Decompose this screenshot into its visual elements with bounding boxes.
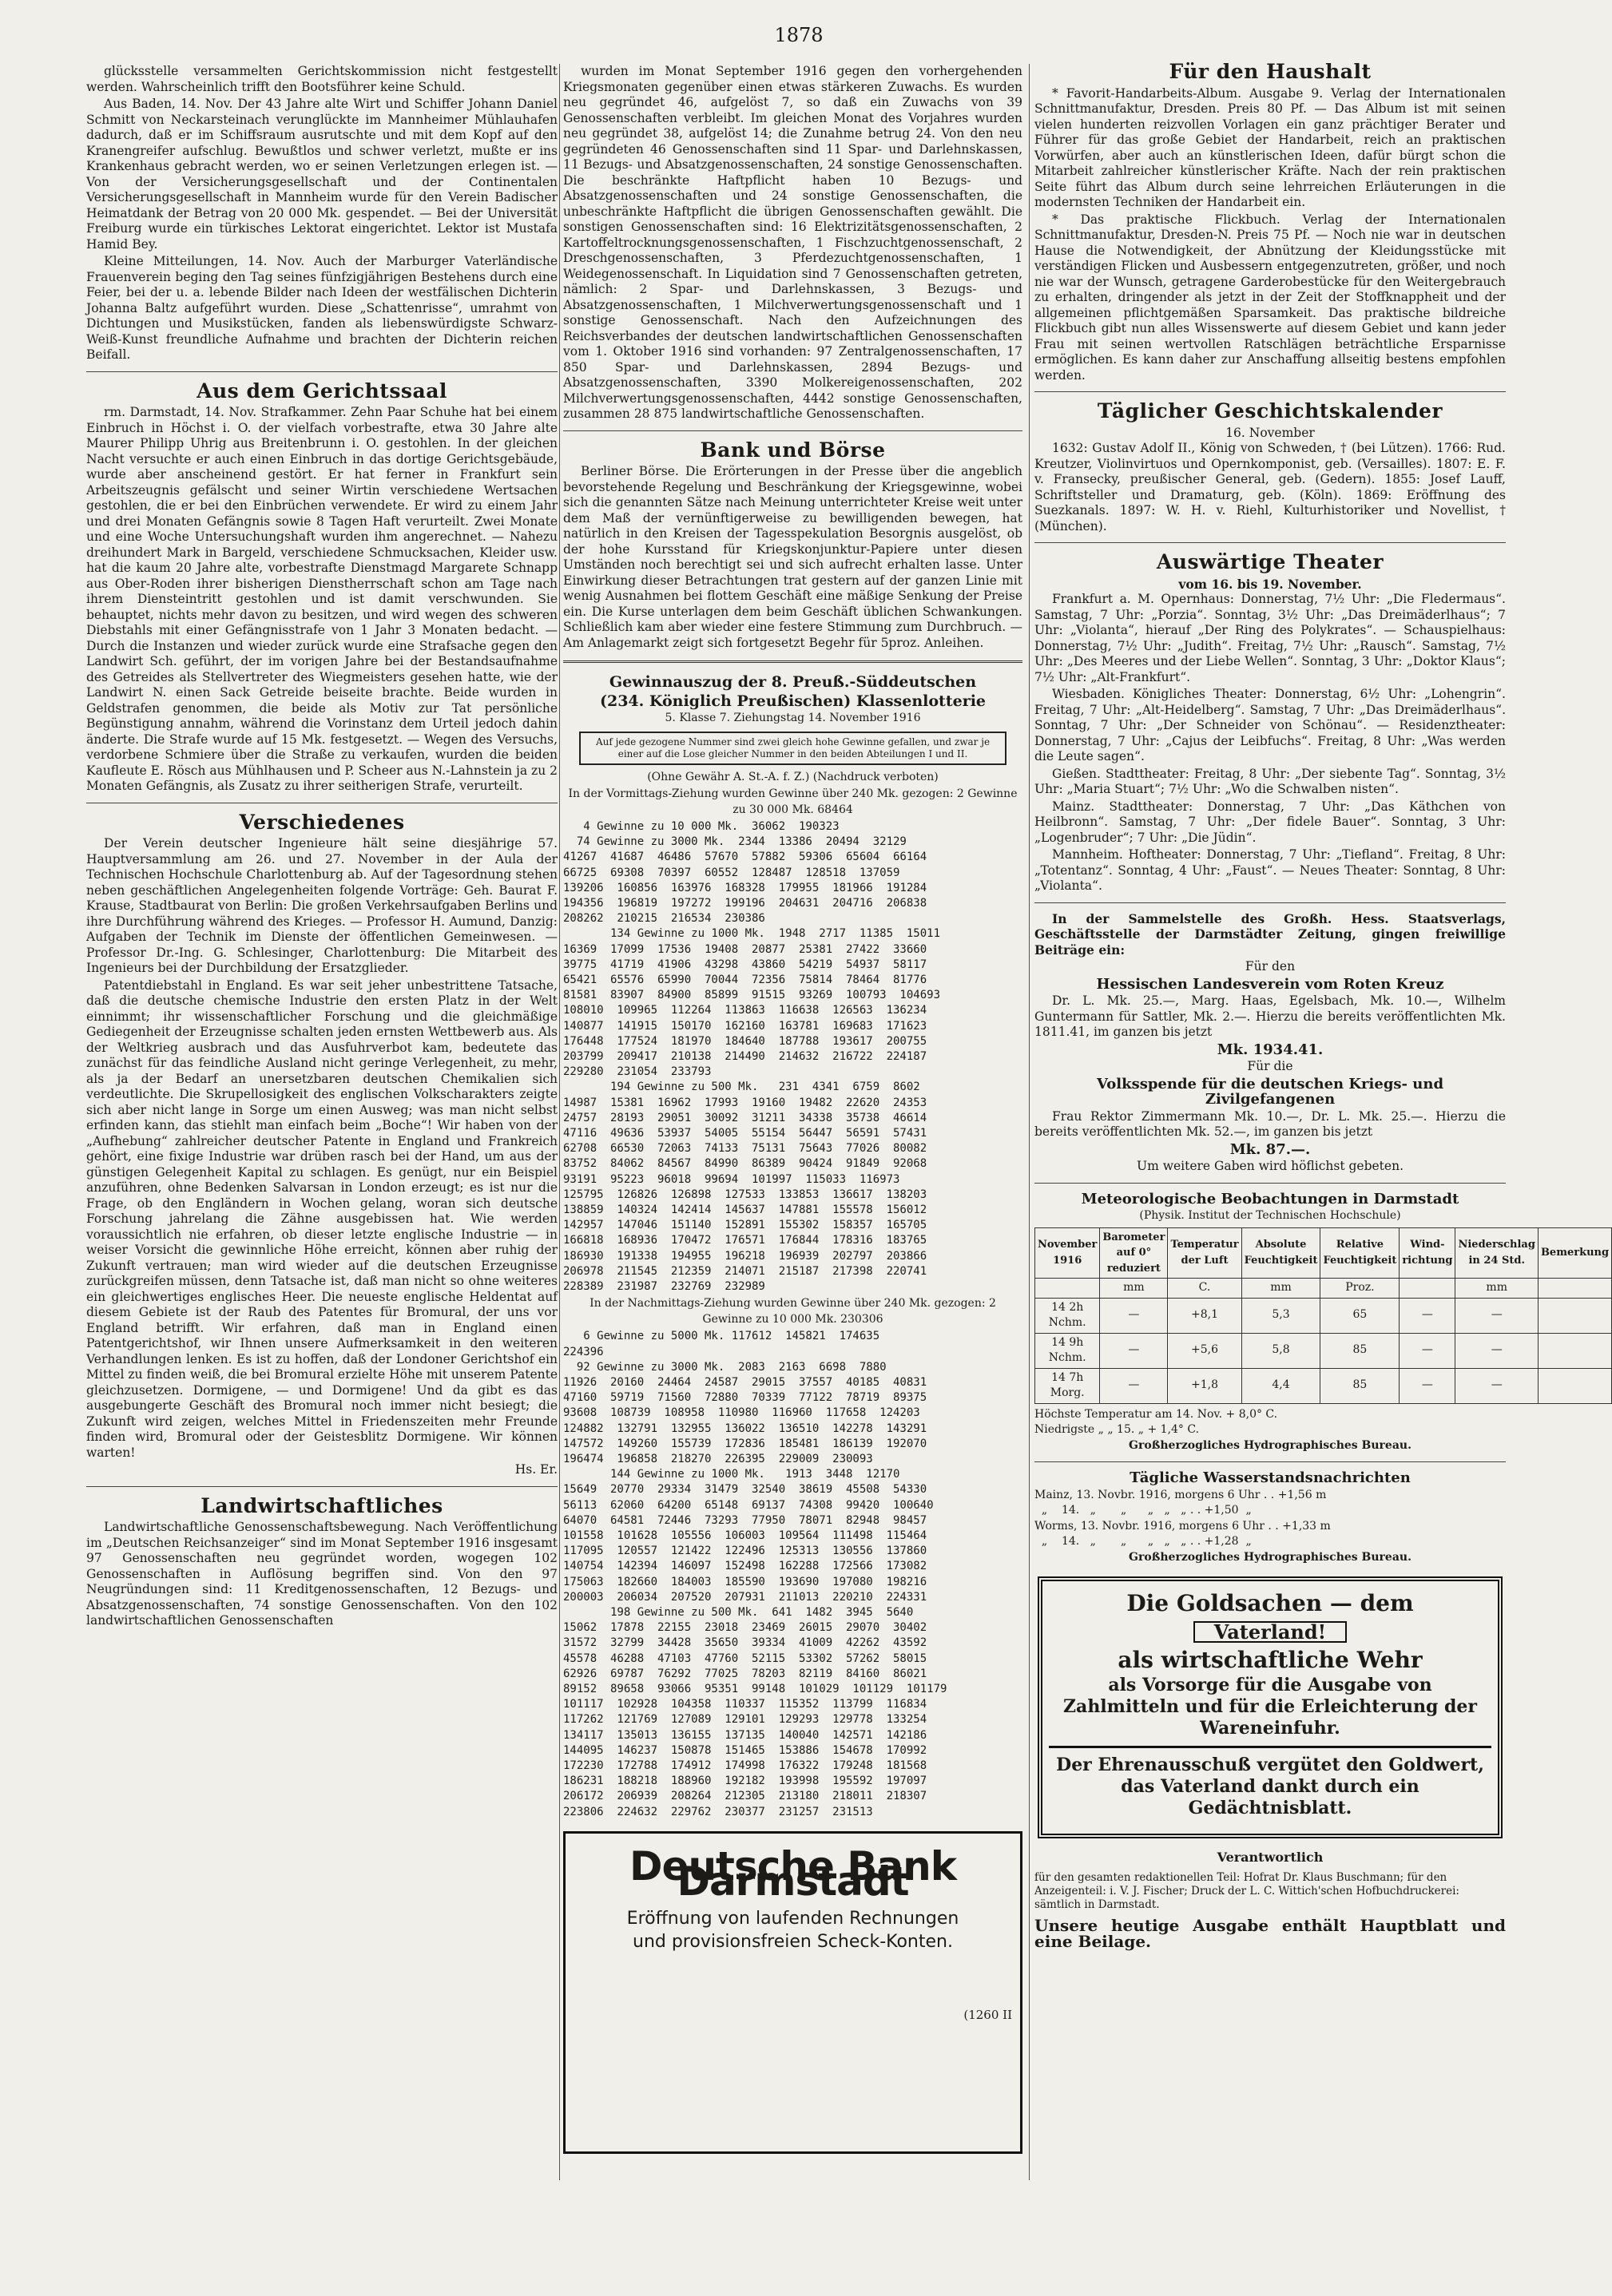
lottery-number-row: 175063 182660 184003 185590 193690 197080 198216 [563, 1575, 927, 1588]
article-text: Gießen. Stadttheater: Freitag, 8 Uhr: „Der siebente Tag“. Sonntag, 3½ Uhr: „Maria Stuart“; 7½ Uhr: „Wo die Schwalben nisten“. [1034, 766, 1506, 796]
gold-ad-headline: als wirtschaftliche Wehr [1118, 1647, 1423, 1673]
article-text: glücksstelle versammelten Gerichtskommission nicht festgestellt werden. Wahrscheinlich trifft den Bootsführer keine Schuld. [86, 64, 558, 94]
weather-min: Niedrigste „ „ 15. „ + 1,4° C. [1034, 1423, 1200, 1436]
weather-unit-cell: mm [1241, 1279, 1320, 1299]
lottery-note: (Ohne Gewähr A. St.-A. f. Z.) (Nachdruck verboten) [647, 770, 939, 783]
lottery-number-row: 206172 206939 208264 212305 213180 218011 218307 [563, 1790, 927, 1803]
edition-note: Unsere heutige Ausgabe enthält Hauptblatt und eine Beilage. [1034, 1916, 1506, 1951]
water-reading-row: „ 14. „ „ „ „ „ . . +1,28 „ [1034, 1535, 1252, 1548]
lottery-number-row: 47116 49636 53937 54005 55154 56447 56591 57431 [563, 1127, 927, 1140]
bank-ad-line: Eröffnung von laufenden Rechnungen [626, 1908, 959, 1929]
lottery-number-row: 81581 83907 84900 85899 91515 93269 100793 104693 [563, 989, 941, 1002]
article-text: Patentdiebstahl in England. Es war seit jeher unbestrittene Tatsache, daß die deutsche chemische Industrie den ersten Platz in der Welt einnimmt; ihr wissenschaftlicher Forschung und die gleichmäßige Gediegenheit der Erzeugnisse schalten jeden ernsten Wettbewerb aus. Als der Weltkrieg ausbrach und das Ausfuhrverbot kam, bedeutete das zunächst für das feindliche Ausland nicht geringe Verlegenheit, zu mehr, als ja der Bedarf an unersetzbaren deutschen Chemikalien sich verdeutlichte. Die Skrupellosigkeit des englischen Volkscharakters zeigte sich aber nicht lange in Sorge um einen Ausweg; was man nicht selbst erfinden kann, das stiehlt man einfach beim „Boche“! Wir haben von der „Aufhebung“ zahlreicher deutscher Patente in England und Frankreich gehört, eine fixige Industrie war drüben rasch bei der Hand, um aus der günstigen Gelegenheit Kapital zu schlagen. Es genügt, nur ein Beispiel anzuführen, ohne Bedenken Salvarsan in London erzeugt; es ist nur die Frage, ob den Engländern in Wochen gelang, woran sich deutsche Forschung jahrelang die Zähne ausgebissen hat. Wie werden voraussichtlich nie erfahren, ob dieser letzte englische Industrie — in weiser Vorsicht die gewinnliche Höhe erreicht, können aber ruhig der Zukunft vertrauen; man wird wieder auf die deutschen Erzeugnisse zurückgreifen müssen, denn Tatsache ist, daß man nicht so ohne weiteres ein gleichwertiges englisches Heer. Die neueste englische Heldentat auf diesem Gebiete ist der Raub des Patentes für Bromural, der uns vor England betrifft. Wir erfahren, daß man in England einen Patentgerichtshof, wir Ihnen unsere Aufmerksamkeit in den weiteren Verhandlungen lenken. Es ist zu hoffen, daß der Londoner Gerichtshof ein Mittel zu finden weiß, die bei Bromural erzielte Höhe mit unserem Patente gleichzusetzen. Dormigene, — und Dormigene! Und da gibt es das ausgebungerte Geschäft des Bromural noch immer nicht besiegt; die Zukunft wird zeigen, welches Mittel in Friedenszeiten mehr Freunde finden wird, Bromural oder der Geistesblitz Dormigene. Wir können warten! [86, 977, 558, 1460]
section-title-kalender: Täglicher Geschichtskalender [1097, 399, 1443, 422]
weather-cell: 85 [1320, 1333, 1400, 1368]
weather-unit-cell: Proz. [1320, 1279, 1400, 1299]
weather-cell: 4,4 [1241, 1368, 1320, 1403]
section-title-landwirtschaft: Landwirtschaftliches [201, 1493, 443, 1517]
gold-ad-box: Vaterland! [1193, 1621, 1347, 1644]
article-text: Aus Baden, 14. Nov. Der 43 Jahre alte Wirt und Schiffer Johann Daniel Schmitt von Neckarsteinach verunglückte im Mannheimer Mühlauhafen dadurch, daß er im Schiffsraum ausrutschte und mit dem Kopf auf den Kranengreifer aufschlug. Bewußtlos und schwer verletzt, mußte er ins Krankenhaus gebracht werden, wo er seinen Verletzungen erlegen ist. — Von der Versicherungsgesellschaft und der Continentalen Versicherungsgesellschaft in Mannheim wurde für den Verein Badischer Heimatdank der Betrag von 20 000 Mk. gespendet. — Bei der Universität Freiburg wurde ein türkisches Lektorat eingerichtet. Lektor ist Mustafa Hamid Bey. [86, 97, 558, 252]
page-number: 1878 [774, 24, 824, 46]
signature: Hs. Er. [514, 1462, 558, 1477]
article-text: Frankfurt a. M. Opernhaus: Donnerstag, 7½ Uhr: „Die Fledermaus“. Samstag, 7 Uhr: „Porzia“. Sonntag, 3½ Uhr: „Das Dreimäderlhaus“; 7 Uhr: „Violanta“, hierauf „Der Ring des Polykrates“. — Schauspielhaus: Donnerstag, 7½ Uhr: „Judith“. Freitag, 7½ Uhr: „Rausch“. Samstag, 7½ Uhr: „Des Meeres und der Liebe Wellen“. Sonntag, 3 Uhr: „Doktor Klaus“; 7½ Uhr: „Alt-Frankfurt“. [1034, 592, 1506, 684]
lottery-date: 5. Klasse 7. Ziehungstag 14. November 1916 [665, 712, 921, 724]
lottery-number-row: 142957 147046 151140 152891 155302 158357 165705 [563, 1219, 927, 1232]
lottery-number-row: 62926 69787 76292 77025 78203 82119 84160 86021 [563, 1667, 927, 1680]
lottery-number-row: 223806 224632 229762 230377 231257 231513 [563, 1805, 873, 1818]
lottery-number-row: 208262 210215 216534 230386 [563, 912, 765, 926]
lottery-number-row: 24757 28193 29051 30092 31211 34338 35738 46614 [563, 1111, 927, 1124]
calendar-date: 16. November [1225, 425, 1315, 440]
weather-cell: — [1455, 1298, 1538, 1333]
weather-cell: — [1455, 1368, 1538, 1403]
lottery-number-row: 101117 102928 104358 110337 115352 113799 116834 [563, 1698, 927, 1711]
weather-cell: 65 [1320, 1298, 1400, 1333]
donation-sum: Mk. 1934.41. [1217, 1041, 1324, 1058]
section-title-gerichtssaal: Aus dem Gerichtssaal [197, 379, 447, 402]
bank-name: Deutsche Bank Darmstadt [629, 1842, 956, 1905]
lottery-number-row: 140877 141915 150170 162160 163781 169683 171623 [563, 1019, 927, 1033]
divider [1034, 542, 1506, 543]
weather-header-cell: Wind-richtung [1400, 1227, 1455, 1279]
lottery-number-row: 144 Gewinne zu 1000 Mk. 1913 3448 12170 [563, 1468, 900, 1481]
weather-cell: — [1400, 1333, 1455, 1368]
article-text: 1632: Gustav Adolf II., König von Schweden, † (bei Lützen). 1766: Rud. Kreutzer, Violinvirtuos und Opernkomponist, geb. (Versailles). 1807: E. F. v. Fransecky, preußischer General, geb. (Gedern). 1855: Josef Lauff, Schriftsteller und Dramaturg, geb. (Köln). 1869: Eröffnung des Suezkanals. 1897: W. H. v. Riehl, Kulturhistoriker und Novellist, † (München). [1034, 441, 1506, 533]
lottery-number-row: 31572 32799 34428 35650 39334 41009 42262 43592 [563, 1636, 927, 1650]
water-reading-row: Worms, 13. Novbr. 1916, morgens 6 Uhr . . +1,33 m [1034, 1519, 1331, 1533]
gold-ad-text: Der Ehrenausschuß vergütet den Goldwert, das Vaterland dankt durch ein Gedächtnisblatt. [1049, 1746, 1491, 1819]
donation-intro: In der Sammelstelle des Großh. Hess. Staatsverlags, Geschäftsstelle der Darmstädter Zeitung, gingen freiwillige Beiträge ein: [1034, 910, 1506, 958]
weather-cell: 5,8 [1241, 1333, 1320, 1368]
lottery-number-row: 139206 160856 163976 168328 179955 181966 191284 [563, 881, 927, 894]
article-text: wurden im Monat September 1916 gegen den vorhergehenden Kriegsmonaten gegenüber einen etwas stärkeren Zuwachs. Es wurden neu gegründet 46, aufgelöst 7, so daß ein Zuwachs von 39 Genossenschaften verbleibt. Im gleichen Monat des Vorjahres wurden neu gegründet 38, aufgelöst 14; die Zunahme betrug 24. Von den neu gegründeten 46 Genossenschaften sind 11 Spar- und Darlehnskassen, 11 Bezugs- und Absatzgenossenschaften, 24 sonstige Genossenschaften. Die beschränkte Haftpflicht haben 10 Bezugs- und Absatzgenossenschaften und 24 sonstige Genossenschaften, die unbeschränkte Haftpflicht die übrigen Genossenschaften gewählt. Die sonstigen Genossenschaften sind: 16 Elektrizitätsgenossenschaften, 2 Kartoffeltrocknungsgenossenschaften, 1 Fischzuchtgenossenschaft, 2 Dreschgenossenschaften, 3 Pferdezuchtgenossenschaften, 1 Weidegenossenschaft. In Liquidation sind 7 Genossenschaften getreten, nämlich: 2 Spar- und Darlehnskassen, 3 Bezugs- und Absatzgenossenschaften, 1 Milchverwertungsgenossenschaft und 1 sonstige Genossenschaft. Nach den Aufzeichnungen des Reichsverbandes der deutschen landwirtschaftlichen Genossenschaften vom 1. Oktober 1916 sind vorhanden: 97 Zentralgenossenschaften, 17 850 Spar- und Darlehnskassen, 2894 Bezugs- und Absatzgenossenschaften, 3390 Molkereigenossenschaften, 202 Milchverwertungsgenossenschaften, 4442 sonstige Genossenschaften, zusammen 28 875 landwirtschaftliche Genossenschaften. [563, 64, 1022, 421]
lottery-heading: Gewinnauszug der 8. Preuß.-Süddeutschen [609, 673, 977, 691]
lottery-notice: Auf jede gezogene Nummer sind zwei gleich hohe Gewinne gefallen, und zwar je einer auf die Lose gleicher Nummer in den beiden Abteilungen I und II. [579, 732, 1007, 765]
weather-cell: 85 [1320, 1368, 1400, 1403]
section-title-verschiedenes: Verschiedenes [239, 810, 405, 834]
lottery-afternoon-numbers [563, 1329, 1022, 1820]
donation-recipient: Volksspende für die deutschen Kriegs- und Zivilgefangenen [1096, 1075, 1444, 1108]
lottery-number-row: 117262 121769 127089 129101 129293 129778 133254 [563, 1713, 927, 1727]
lottery-number-row: 140754 142394 146097 152498 162288 172566 173082 [563, 1560, 927, 1573]
weather-cell [1538, 1298, 1611, 1333]
lottery-number-row: 134117 135013 136155 137135 140040 142571 142186 [563, 1728, 927, 1742]
weather-header-cell: November 1916 [1035, 1227, 1100, 1279]
lottery-number-row: 166818 168936 170472 176571 176844 178316 183765 [563, 1234, 927, 1247]
lottery-number-row: 41267 41687 46486 57670 57882 59306 65604 66164 [563, 851, 927, 864]
imprint-title: Verantwortlich [1217, 1849, 1324, 1865]
lottery-morning-heading: In der Vormittags-Ziehung wurden Gewinne über 240 Mk. gezogen: 2 Gewinne zu 30 000 Mk. 68464 [568, 787, 1018, 816]
lottery-number-row: 92 Gewinne zu 3000 Mk. 2083 2163 6698 7880 [563, 1360, 887, 1374]
column-rule-left [559, 64, 560, 2180]
lottery-number-row: 224396 [563, 1345, 604, 1358]
weather-unit-cell [1035, 1279, 1100, 1299]
donation-for: Für den [1245, 959, 1296, 974]
weather-unit-cell [1400, 1279, 1455, 1299]
article-text: Landwirtschaftliche Genossenschaftsbewegung. Nach Veröffentlichung im „Deutschen Reichsanzeiger“ sind im Monat September 1916 insgesamt 97 Genossenschaften neu gegründet worden, wogegen 102 Genossenschaften in Auflösung begriffen sind. Von den 97 Neugründungen sind: 11 Kreditgenossenschaften, 12 Bezugs- und Absatzgenossenschaften, 74 sonstige Genossenschaften. Von den 102 landwirtschaftlichen Genossenschaften [86, 1520, 558, 1628]
lottery-number-row: 56113 62060 64200 65148 69137 74308 99420 100640 [563, 1498, 934, 1512]
section-title-bank: Bank und Börse [700, 438, 886, 462]
lottery-number-row: 134 Gewinne zu 1000 Mk. 1948 2717 11385 15011 [563, 927, 941, 941]
article-text: Der Verein deutscher Ingenieure hält seine diesjährige 57. Hauptversammlung am 26. und 27. November in der Aula der Technischen Hochschule Charlottenburg ab. Auf der Tagesordnung stehen neben geschäftlichen Angelegenheiten folgende Vorträge: Geh. Baurat F. Krause, Stadtbaurat von Berlin: Die großen Verkehrsaufgaben Berlins und ihre Durchführung während des Krieges. — Professor H. Aumund, Danzig: Aufgaben der Technik im Dienste der öffentlichen Gemeinwesen. — Professor Dr.-Ing. G. Schlesinger, Charlottenburg: Die Mitarbeit des Ingenieurs bei der Durchbildung der Ersatzglieder. [86, 836, 558, 975]
lottery-number-row: 101558 101628 105556 106003 109564 111498 115464 [563, 1529, 927, 1542]
article-text: Kleine Mitteilungen, 14. Nov. Auch der Marburger Vaterländische Frauenverein beging den Tag seines fünfzigjährigen Bestehens durch eine Feier, bei der u. a. lebende Bilder nach Ideen der westfälischen Dichterin Johanna Baltz aufgeführt wurden. Diese „Schattenrisse“, umrahmt von Dichtungen und Musikstücken, fanden als liebenswürdigste Schwarz-Weiß-Kunst freundliche Aufnahme und brachten der Dichterin reichen Beifall. [86, 254, 558, 362]
donation-sum: Mk. 87.—. [1229, 1140, 1311, 1158]
weather-cell: 5,3 [1241, 1298, 1320, 1333]
lottery-number-row: 15649 20770 29334 31479 32540 38619 45508 54330 [563, 1483, 927, 1497]
weather-cell [1538, 1333, 1611, 1368]
lottery-number-row: 16369 17099 17536 19408 20877 25381 27422 33660 [563, 942, 927, 956]
lottery-number-row: 125795 126826 126898 127533 133853 136617 138203 [563, 1188, 927, 1201]
weather-cell: 14 2h Nchm. [1035, 1298, 1100, 1333]
article-text: Mannheim. Hoftheater: Donnerstag, 7 Uhr: „Tiefland“. Freitag, 8 Uhr: „Totentanz“. Sonntag, 4 Uhr: „Faust“. — Neues Theater: Sonntag, 8 Uhr: „Violanta“. [1034, 847, 1506, 893]
lottery-number-row: 138859 140324 142414 145637 147881 155578 156012 [563, 1204, 927, 1217]
lottery-heading-2: (234. Königlich Preußischen) Klassenlotterie [599, 692, 987, 710]
lottery-number-row: 39775 41719 41906 43298 43860 54219 54937 58117 [563, 958, 927, 971]
lottery-number-row: 108010 109965 112264 113863 116638 126563 136234 [563, 1004, 927, 1017]
water-bureau: Großherzogliches Hydrographisches Bureau. [1129, 1550, 1411, 1564]
lottery-number-row: 93191 95223 96018 99694 101997 115033 116973 [563, 1172, 900, 1186]
lottery-number-row: 147572 149260 155739 172836 185481 186139 192070 [563, 1437, 927, 1450]
donation-recipient: Hessischen Landesverein vom Roten Kreuz [1096, 975, 1444, 993]
weather-unit-cell: C. [1168, 1279, 1241, 1299]
lottery-number-row: 186231 188218 188960 192182 193998 195592 197097 [563, 1775, 927, 1788]
lottery-number-row: 194 Gewinne zu 500 Mk. 231 4341 6759 8602 [563, 1081, 920, 1094]
lottery-number-row: 14987 15381 16962 17993 19160 19482 22620 24353 [563, 1096, 927, 1109]
weather-header-cell: Temperatur der Luft [1168, 1227, 1241, 1279]
weather-cell: — [1455, 1333, 1538, 1368]
weather-cell: 14 7h Morg. [1035, 1368, 1100, 1403]
divider [1034, 1461, 1506, 1462]
article-text: * Das praktische Flickbuch. Verlag der Internationalen Schnittmanufaktur, Dresden-N. Preis 75 Pf. — Noch nie war in deutschen Hause die Notwendigkeit, der Abnützung der Kleidungsstücke mit verständigen Flicken und Ausbessern entgegenzutreten, größer, und noch nie war der Wunsch, getragene Garderobestücke für den Weitergebrauch zu erhalten, dringender als jetzt in der Zeit der Stoffknappheit und der allgemeinen pflichtgemäßen Sparsamkeit. Das praktische bildreiche Flickbuch gibt nun alles Wissenswerte auf diesem Gebiet und kann jeder Frau mit seinen wertvollen Ratschlägen beträchtliche Ersparnisse ermöglichen. Es kann daher zur Anschaffung allseitig bestens empfohlen werden. [1034, 212, 1506, 383]
lottery-number-row: 6 Gewinne zu 5000 Mk. 117612 145821 174635 [563, 1330, 880, 1343]
lottery-number-row: 4 Gewinne zu 10 000 Mk. 36062 190323 [563, 820, 840, 833]
column-right [1034, 60, 1610, 2180]
weather-cell: +8,1 [1168, 1298, 1241, 1333]
column-left [86, 64, 558, 2180]
divider [563, 660, 1022, 663]
weather-subtitle: (Physik. Institut der Technischen Hochschule) [1139, 1209, 1401, 1222]
bank-advertisement [563, 1831, 1022, 2154]
weather-unit-cell: mm [1455, 1279, 1538, 1299]
weather-row [1035, 1298, 1612, 1333]
divider [563, 430, 1022, 431]
lottery-number-row: 194356 196819 197272 199196 204631 204716 206838 [563, 897, 927, 910]
article-text: Berliner Börse. Die Erörterungen in der Presse über die angeblich bevorstehende Regelung und Beschränkung der Kriegsgewinne, wobei sich die genannten Sätze nach Meinung unterrichteter Kreise weit unter dem Maß der vernünftigerweise zu bewilligenden bewegen, hat natürlich in den Kreisen der Tagesspekulation Besorgnis ausgelöst, ob der hohe Kursstand für Kriegskonjunktur-Papiere unter diesen Umständen noch berechtigt sei und sich aufrecht erhalten lasse. Unter Einwirkung dieser Betrachtungen trat gestern auf der ganzen Linie mit wenig Ausnahmen bei flottem Geschäft eine mäßige Senkung der Preise ein. Die Kurse unterlagen dem beim Geschäft üblichen Schwankungen. Schließlich kam aber wieder eine festere Stimmung zum Durchbruch. — Am Anlagemarkt zeigt sich fortgesetzt Begehr für 5proz. Anleihen. [563, 464, 1022, 650]
column-rule-right [1029, 64, 1030, 2180]
weather-header-cell: Niederschlag in 24 Std. [1455, 1227, 1538, 1279]
donation-request: Um weitere Gaben wird höflichst gebeten. [1137, 1159, 1404, 1173]
lottery-number-row: 47160 59719 71560 72880 70339 77122 78719 89375 [563, 1391, 927, 1405]
weather-header-cell: Bemerkung [1538, 1227, 1611, 1279]
lottery-number-row: 206978 211545 212359 214071 215187 217398 220741 [563, 1264, 927, 1278]
lottery-number-row: 124882 132791 132955 136022 136510 142278 143291 [563, 1422, 927, 1435]
lottery-number-row: 83752 84062 84567 84990 86389 90424 91849 92068 [563, 1157, 927, 1171]
weather-cell: — [1400, 1368, 1455, 1403]
section-title-theater: Auswärtige Theater [1156, 550, 1384, 573]
lottery-number-row: 200003 206034 207520 207931 211013 220210 224331 [563, 1590, 927, 1604]
section-title-haushalt: Für den Haushalt [1169, 60, 1372, 83]
lottery-number-row: 45578 46288 47103 47760 52115 53302 57262 58015 [563, 1652, 927, 1665]
ad-code: (1260 II [963, 2007, 1012, 2022]
weather-cell: +1,8 [1168, 1368, 1241, 1403]
gold-advertisement [1038, 1576, 1503, 1838]
weather-table-units [1035, 1279, 1612, 1299]
lottery-afternoon-heading: In der Nachmittags-Ziehung wurden Gewinne über 240 Mk. gezogen: 2 Gewinne zu 10 000 Mk. 230306 [590, 1297, 996, 1326]
lottery-number-row: 198 Gewinne zu 500 Mk. 641 1482 3945 5640 [563, 1605, 914, 1619]
lottery-number-row: 196474 196858 218270 226395 229009 230093 [563, 1452, 873, 1465]
divider [1034, 391, 1506, 392]
weather-cell: — [1100, 1298, 1168, 1333]
weather-bureau: Großherzogliches Hydrographisches Bureau. [1129, 1438, 1411, 1452]
weather-max: Höchste Temperatur am 14. Nov. + 8,0° C. [1034, 1407, 1278, 1421]
weather-table-header [1035, 1227, 1612, 1279]
weather-cell: +5,6 [1168, 1333, 1241, 1368]
lottery-number-row: 66725 69308 70397 60552 128487 128518 137059 [563, 866, 900, 879]
lottery-morning-numbers [563, 819, 1022, 1295]
lottery-number-row: 65421 65576 65990 70044 72356 75814 78464 81776 [563, 974, 927, 987]
water-title: Tägliche Wasserstandsnachrichten [1130, 1469, 1411, 1486]
column-middle [563, 64, 1022, 2180]
weather-cell: — [1100, 1368, 1168, 1403]
lottery-number-row: 186930 191338 194955 196218 196939 202797 203866 [563, 1249, 927, 1263]
divider [1034, 902, 1506, 903]
imprint-text: für den gesamten redaktionellen Teil: Hofrat Dr. Klaus Buschmann; für den Anzeigenteil: i. V. J. Fischer; Druck der L. C. Wittich'schen Hofbuchdruckerei: sämtlich in Darmstadt. [1034, 1871, 1459, 1911]
article-text: * Favorit-Handarbeits-Album. Ausgabe 9. Verlag der Internationalen Schnittmanufaktur, Dresden. Preis 80 Pf. — Das Album ist mit seinen vielen hunderten reizvollen Vorlagen ein ganz prächtiger Berater und Führer für das große Gebiet der Handarbeit, reich an praktischen Vorwürfen, aber auch an künstlerischen Ideen, dafür bürgt schon die Mitarbeit zahlreicher künstlerischer Kräfte. Nach der rein praktischen Seite führt das Album durch seine lehrreichen Erläuterungen in die modernsten Techniken der Handarbeit ein. [1034, 85, 1506, 209]
lottery-number-row: 62708 66530 72063 74133 75131 75643 77026 80082 [563, 1142, 927, 1156]
lottery-number-row: 64070 64581 72446 73293 77950 78071 82948 98457 [563, 1513, 927, 1527]
donation-text: Frau Rektor Zimmermann Mk. 10.—, Dr. L. Mk. 25.—. Hierzu die bereits veröffentlichten Mk. 52.—, im ganzen bis jetzt [1034, 1108, 1506, 1139]
donation-text: Dr. L. Mk. 25.—, Marg. Haas, Egelsbach, Mk. 10.—, Wilhelm Guntermann für Sattler, Mk. 2.—. Hierzu die bereits veröffentlichten Mk. 1811.41, im ganzen bis jetzt [1034, 993, 1506, 1039]
lottery-number-row: 203799 209417 210138 214490 214632 216722 224187 [563, 1050, 927, 1064]
gold-ad-headline: Die Goldsachen — dem [1126, 1590, 1414, 1616]
bank-ad-line: und provisionsfreien Scheck-Konten. [633, 1932, 953, 1953]
lottery-number-row: 176448 177524 181970 184640 187788 193617 200755 [563, 1034, 927, 1048]
lottery-number-row: 89152 89658 93066 95351 99148 101029 101129 101179 [563, 1682, 947, 1695]
divider [86, 1486, 558, 1487]
weather-unit-cell: mm [1100, 1279, 1168, 1299]
article-text: Mainz. Stadttheater: Donnerstag, 7 Uhr: „Das Käthchen von Heilbronn“. Samstag, 7 Uhr: „Der fidele Bauer“. Sonntag, 3 Uhr: „Logenbruder“; 7 Uhr: „Die Jüdin“. [1034, 799, 1506, 845]
donation-for: Für die [1247, 1059, 1293, 1073]
lottery-number-row: 15062 17878 22155 23018 23469 26015 29070 30402 [563, 1621, 927, 1635]
weather-title: Meteorologische Beobachtungen in Darmstadt [1081, 1190, 1459, 1207]
lottery-number-row: 74 Gewinne zu 3000 Mk. 2344 13386 20494 32129 [563, 835, 907, 849]
weather-header-cell: Relative Feuchtigkeit [1320, 1227, 1400, 1279]
gold-ad-text: als Vorsorge für die Ausgabe von Zahlmitteln und für die Erleichterung der Wareneinfuhr. [1063, 1674, 1477, 1739]
divider [1034, 1183, 1506, 1184]
weather-cell: 14 9h Nchm. [1035, 1333, 1100, 1368]
weather-table [1034, 1227, 1612, 1404]
weather-cell: — [1400, 1298, 1455, 1333]
article-text: rm. Darmstadt, 14. Nov. Strafkammer. Zehn Paar Schuhe hat bei einem Einbruch in Höchst i. O. der vielfach vorbestrafte, etwa 30 Jahre alte Maurer Philipp Uhrig aus Breitenbrunn i. O. gestohlen. In der gleichen Nacht versuchte er auch einen Einbruch in das dortige Gerichtsgebäude, wurde aber anscheinend gestört. Er hat ferner in Frankfurt sein Arbeitszeugnis gefälscht und seiner Wirtin verschiedene Wertsachen gestohlen, die er bei den Einbrüchen verwendete. Er wird zu einem Jahr und drei Monaten Gefängnis sowie 8 Tagen Haft verurteilt. Zwei Monate und eine Woche Untersuchungshaft wurden ihm angerechnet. — Nahezu dreihundert Mark in Bargeld, verschiedene Schmucksachen, Kleider usw. hat die kaum 20 Jahre alte, vorbestrafte Dienstmagd Margarete Schnapp aus Ober-Roden ihrer bisherigen Dienstherrschaft schon am Tage nach ihrem Diensteintritt gestohlen und ist damit verschwunden. Sie behauptet, nichts mehr davon zu besitzen, und wird wegen des schweren Diebstahls mit einer Gefängnisstrafe von 1 Jahr 3 Monaten bedacht. — Durch die Instanzen und wieder zurück wurde eine Strafsache gegen den Landwirt Sch. geführt, der im vorigen Jahre bei der Bestandsaufnahme des Getreides als Stellvertreter des Wiegmeisters gesehen hatte, wie der Landwirt N. einen Sack Getreide beiseite brachte. Beide wurden in Geldstrafen genommen, die beide als Motiv zur Tat persönliche Begünstigung annahm, während die Vorinstanz dem Urteil jedoch dahin änderte. Die Strafe wurde auf 15 Mk. festgesetzt. — Wegen des Versuchs, verdorbene Schmiere über die Straße zu verkaufen, wurden die beiden Kaufleute E. Rösch aus Mühlhausen und P. Scheer aus N.-Lahnstein ja zu 2 Monaten Gefängnis, als Zusatz zu ihrer seitherigen Strafe, verurteilt. [86, 405, 558, 793]
weather-unit-cell [1538, 1279, 1611, 1299]
weather-header-cell: Absolute Feuchtigkeit [1241, 1227, 1320, 1279]
weather-cell [1538, 1368, 1611, 1403]
water-reading-row: Mainz, 13. Novbr. 1916, morgens 6 Uhr . . +1,56 m [1034, 1488, 1327, 1501]
weather-row [1035, 1368, 1612, 1403]
lottery-number-row: 117095 120557 121422 122496 125313 130556 137860 [563, 1545, 927, 1558]
article-text: Wiesbaden. Königliches Theater: Donnerstag, 6½ Uhr: „Lohengrin“. Freitag, 7 Uhr: „Alt-Heidelberg“. Samstag, 7 Uhr: „Das Dreimäderlhaus“. Sonntag, 7 Uhr: „Der Schneider von Schönau“. — Residenztheater: Donnerstag, 7 Uhr: „Cajus der Leibfuchs“. Freitag, 8 Uhr: „Was werden die Leute sagen“. [1034, 687, 1506, 763]
divider [86, 371, 558, 372]
weather-header-cell: Barometer auf 0° reduziert [1100, 1227, 1168, 1279]
water-readings [1034, 1488, 1506, 1550]
lottery-number-row: 144095 146237 150878 151465 153886 154678 170992 [563, 1743, 927, 1757]
lottery-number-row: 229280 231054 233793 [563, 1065, 712, 1079]
theater-date: vom 16. bis 19. November. [1178, 576, 1362, 592]
lottery-number-row: 228389 231987 232769 232989 [563, 1280, 765, 1294]
lottery-number-row: 93608 108739 108958 110980 116960 117658 124203 [563, 1406, 920, 1420]
water-reading-row: „ 14. „ „ „ „ „ . . +1,50 „ [1034, 1504, 1252, 1517]
weather-cell: — [1100, 1333, 1168, 1368]
lottery-number-row: 172230 172788 174912 174998 176322 179248 181568 [563, 1759, 927, 1772]
lottery-number-row: 11926 20160 24464 24587 29015 37557 40185 40831 [563, 1375, 927, 1389]
weather-row [1035, 1333, 1612, 1368]
